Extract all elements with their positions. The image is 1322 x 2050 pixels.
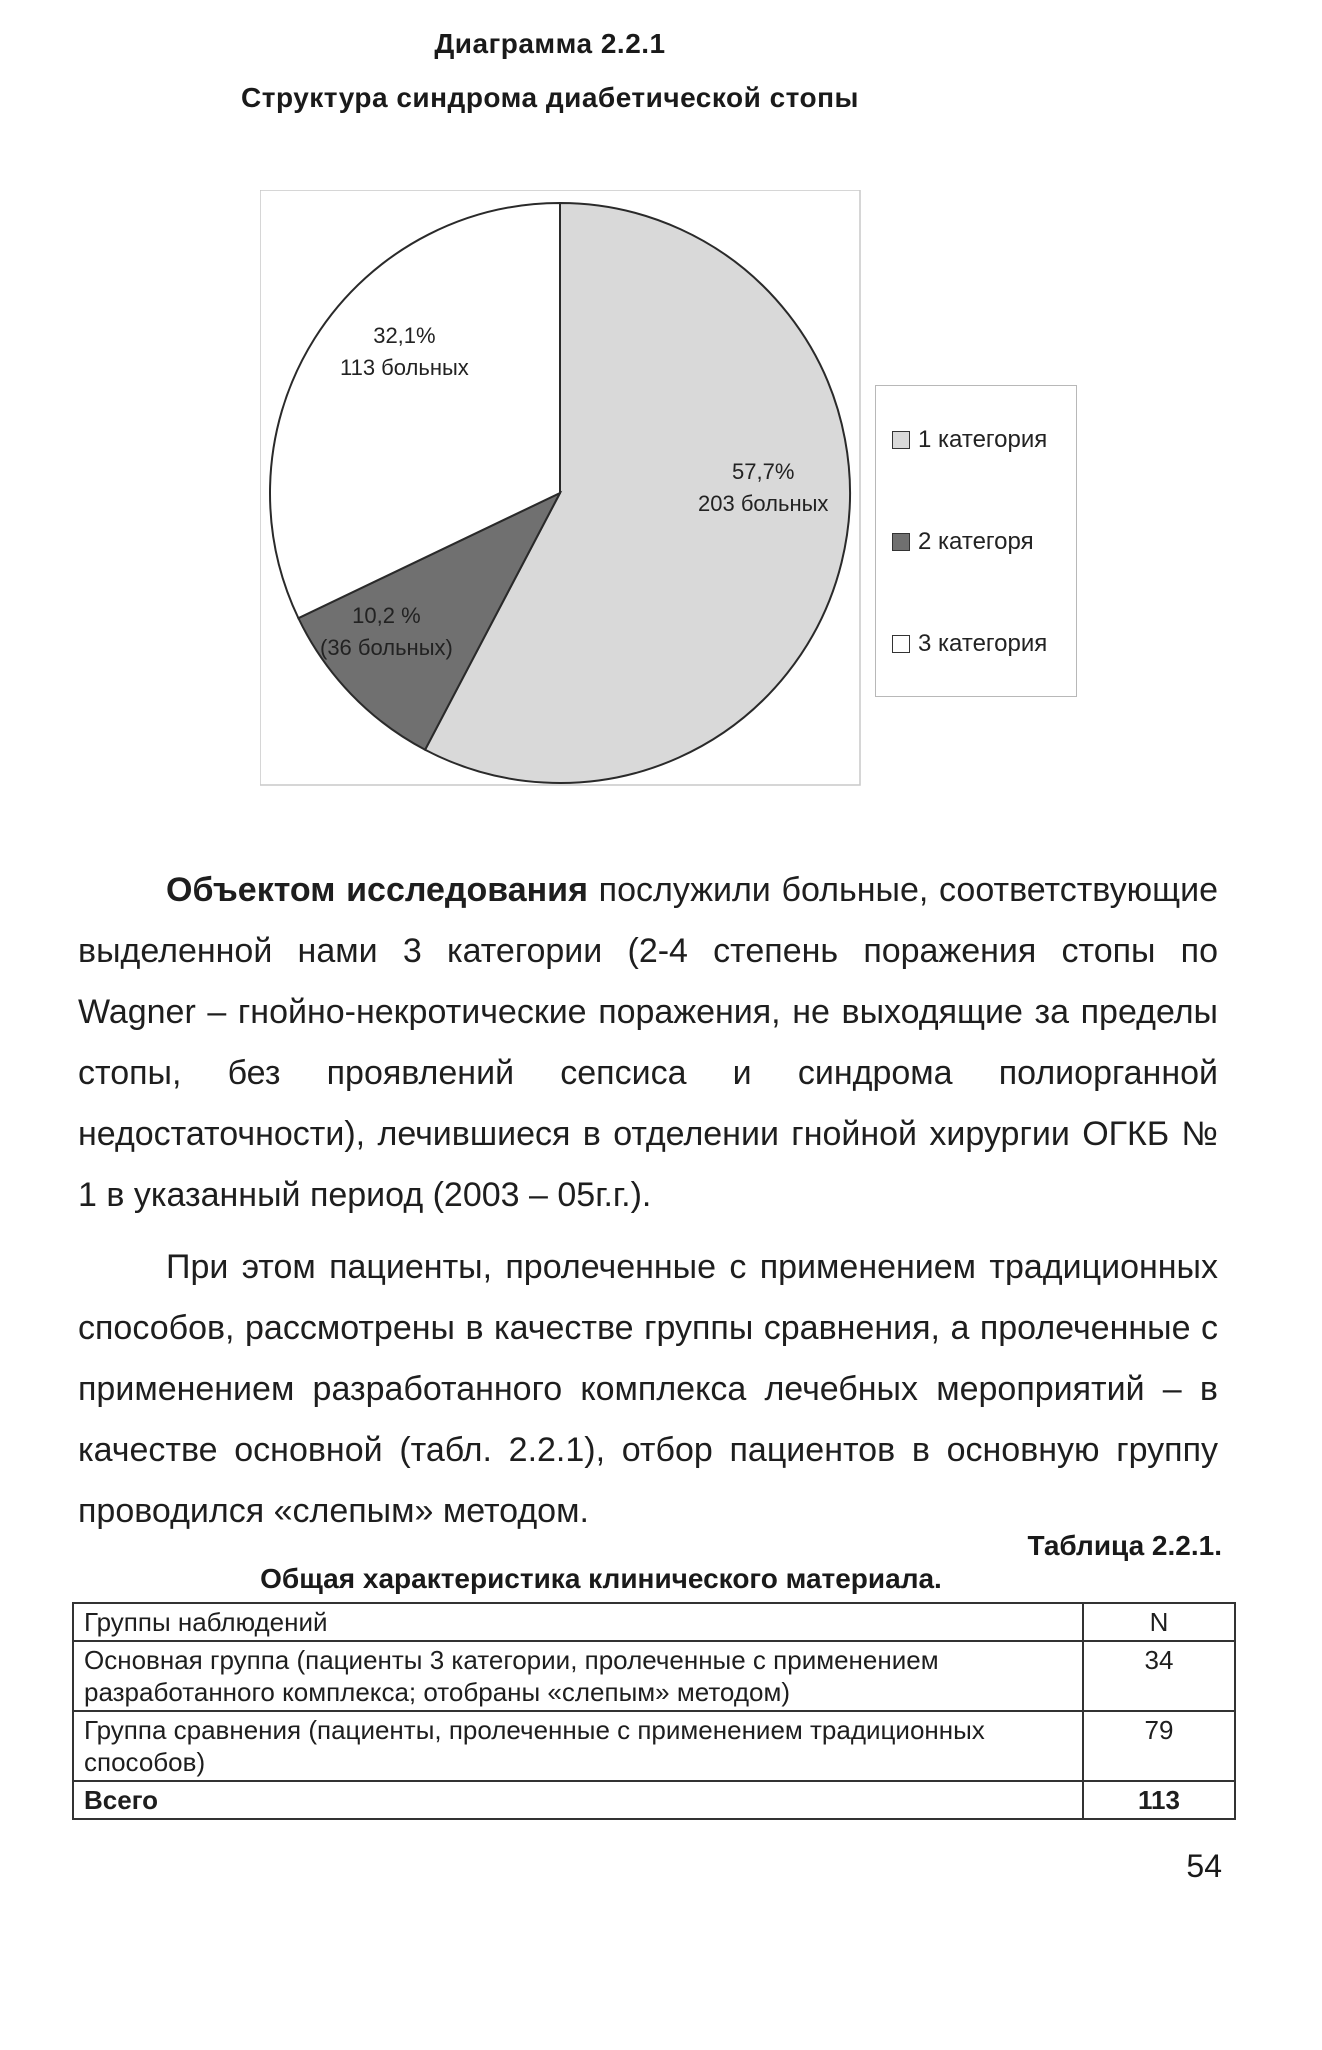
row-n: 34 [1083,1641,1235,1711]
paragraph-1-lead: Объектом исследования [166,871,588,909]
paragraph-2-body: При этом пациенты, пролеченные с применением традиционных способов, рассмотрены в качестве группы сравнения, а пролеченные с применением разработанного комплекса лечебных мероприятий – в качестве основной (табл. 2.2.1), отбор пациентов в основную группу проводился «слепым» методом. [78,1248,1218,1530]
legend-swatch-2 [892,533,910,551]
table-caption: Таблица 2.2.1. [1027,1530,1222,1561]
paragraph-2 [78,1237,1218,1542]
legend-swatch-3 [892,635,910,653]
clinical-material-table [72,1602,1236,1820]
page-number: 54 [1186,1848,1222,1884]
chart-legend [875,385,1077,697]
diagram-number: Диаграмма 2.2.1 [434,28,666,59]
table-total-row [73,1781,1235,1819]
row-n: 79 [1083,1711,1235,1781]
paragraph-1-body: послужили больные, соответствующие выделенной нами 3 категории (2-4 степень поражения стопы по Wagner – гнойно-некротические поражения, не выходящие за пределы стопы, без проявлений сепсиса и синдрома полиорганной недостаточности), лечившиеся в отделении гнойной хирургии ОГКБ № 1 в указанный период (2003 – 05г.г.). [78,871,1218,1214]
header-n: N [1083,1603,1235,1641]
paragraph-1 [78,860,1218,1226]
slice-label-3: 32,1% 113 больных [340,323,469,380]
row-group: Группа сравнения (пациенты, пролеченные с применением традиционных способов) [73,1711,1083,1781]
table-row [73,1711,1235,1781]
legend-item-2: 2 категоря [892,528,1034,556]
legend-item-1: 1 категория [892,426,1047,454]
row-group: Основная группа (пациенты 3 категории, пролеченные с применением разработанного комплекса; отобраны «слепым» методом) [73,1641,1083,1711]
header-group: Группы наблюдений [73,1603,1083,1641]
total-label: Всего [73,1781,1083,1819]
table-title: Общая характеристика клинического материала. [260,1563,942,1594]
total-n: 113 [1083,1781,1235,1819]
slice-label-1: 57,7% 203 больных [698,459,829,516]
diagram-title: Структура синдрома диабетической стопы [241,82,859,113]
legend-swatch-1 [892,431,910,449]
table-row [73,1641,1235,1711]
table-header-row [73,1603,1235,1641]
slice-label-2: 10,2 % (36 больных) [320,603,453,660]
legend-item-3: 3 категория [892,630,1047,658]
